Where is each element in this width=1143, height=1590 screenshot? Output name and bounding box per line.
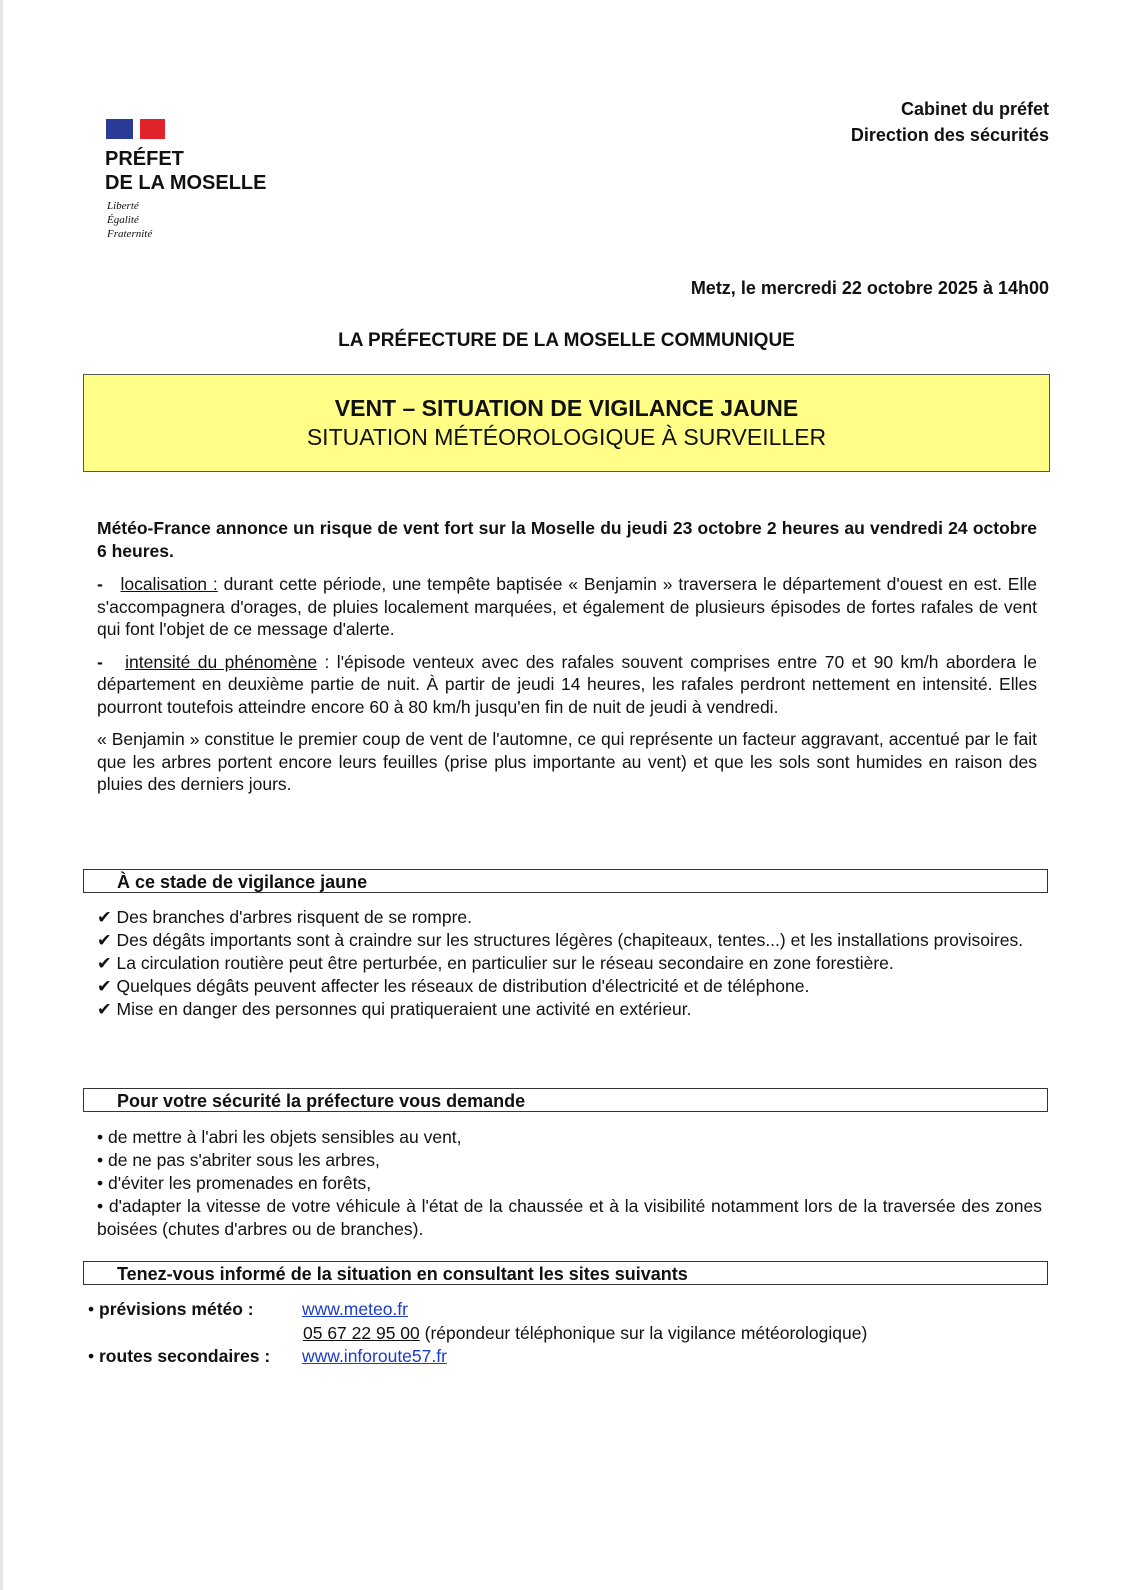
phone-row [88, 1322, 867, 1346]
cabinet: Cabinet du préfet [900, 99, 1049, 119]
list-item-text: Des branches d'arbres risquent de se rompre. [116, 907, 472, 927]
localisation-label: localisation : [120, 574, 218, 594]
logo-line-1: PRÉFET [105, 148, 184, 170]
routes-label: routes secondaires : [99, 1346, 271, 1366]
motto-fraternite: Fraternité [107, 228, 153, 240]
list-item-text: de mettre à l'abri les objets sensibles au vent, [108, 1127, 462, 1147]
list-item: ✔ Mise en danger des personnes qui pratiqueraient une activité en extérieur. [97, 999, 692, 1019]
list-item: ✔ La circulation routière peut être perturbée, en particulier sur le réseau secondaire en zone forestière. [97, 953, 894, 973]
body-text [97, 517, 1037, 806]
sender-block [851, 96, 1049, 148]
list-item: ✔ Des dégâts importants sont à craindre sur les structures légères (chapiteaux, tentes...) et les installations provisoires. [97, 930, 1024, 950]
motto-liberte: Liberté [107, 200, 139, 212]
list-item: • de ne pas s'abriter sous les arbres, [97, 1150, 380, 1170]
direction: Direction des sécurités [850, 125, 1049, 145]
vigilance-heading: À ce stade de vigilance jaune [83, 869, 1048, 893]
meteo-label: prévisions météo : [99, 1299, 254, 1319]
meteo-row: • prévisions météo : www.meteo.fr [88, 1298, 867, 1322]
benjamin-paragraph: « Benjamin » constitue le premier coup de vent de l'automne, ce qui représente un facteur aggravant, accentué par le fait que les arbres portent encore leurs feuilles (prise plus importante au vent) et que les sols sont humides en raison des pluies des derniers jours. [97, 729, 1037, 794]
localisation-paragraph: - localisation : durant cette période, une tempête baptisée « Benjamin » traversera le département d'ouest en est. Elle s'accompagnera d'orages, de pluies localement marquées, et également de plusieurs épisodes de fortes rafales de vent qui font l'objet de ce message d'alerte. [97, 574, 1037, 639]
marianne-flag-logo [106, 119, 165, 139]
intensite-text: : l'épisode venteux avec des rafales souvent comprises entre 70 et 90 km/h abordera le département en deuxième partie de nuit. À partir de jeudi 14 heures, les rafales perdront nettement en intensité. Elles pourront toutefois atteindre encore 60 à 80 km/h jusqu'en fin de nuit de jeudi à vendredi. [97, 651, 1037, 717]
alert-subtitle: SITUATION MÉTÉOROLOGIQUE À SURVEILLER [306, 424, 827, 450]
info-links [88, 1298, 867, 1369]
phone-number: 05 67 22 95 00 [303, 1322, 420, 1343]
list-item-text: d'adapter la vitesse de votre véhicule à l'état de la chaussée et à la visibilité notamment lors de la traversée des zones boisées (chutes d'arbres ou de branches). [97, 1196, 1042, 1239]
routes-link[interactable]: www.inforoute57.fr [302, 1346, 447, 1366]
list-item-text: La circulation routière peut être perturbée, en particulier sur le réseau secondaire en zone forestière. [116, 953, 894, 973]
page-edge [0, 0, 3, 1590]
list-item: • d'adapter la vitesse de votre véhicule à l'état de la chaussée et à la visibilité notamment lors de la traversée des zones boisées (chutes d'arbres ou de branches). [97, 1196, 1042, 1239]
phone-note: (répondeur téléphonique sur la vigilance météorologique) [419, 1322, 868, 1343]
routes-row: • routes secondaires : www.inforoute57.fr [88, 1345, 867, 1369]
vigilance-list [97, 906, 1042, 1021]
date-line: Metz, le mercredi 22 octobre 2025 à 14h00 [690, 278, 1049, 298]
meteo-link[interactable]: www.meteo.fr [302, 1299, 408, 1319]
communique-heading: LA PRÉFECTURE DE LA MOSELLE COMMUNIQUE [338, 330, 795, 351]
securite-heading: Pour votre sécurité la préfecture vous demande [83, 1088, 1048, 1112]
list-item-text: Des dégâts importants sont à craindre sur les structures légères (chapiteaux, tentes...) et les installations provisoires. [116, 930, 1024, 950]
securite-list [97, 1126, 1042, 1241]
info-heading: Tenez-vous informé de la situation en consultant les sites suivants [83, 1261, 1048, 1285]
alert-title: VENT – SITUATION DE VIGILANCE JAUNE [334, 395, 799, 421]
list-item: ✔ Quelques dégâts peuvent affecter les réseaux de distribution d'électricité et de téléphone. [97, 976, 810, 996]
logo-title [105, 147, 266, 195]
list-item-text: Quelques dégâts peuvent affecter les réseaux de distribution d'électricité et de téléphone. [116, 976, 810, 996]
list-item-text: de ne pas s'abriter sous les arbres, [108, 1150, 380, 1170]
list-item-text: Mise en danger des personnes qui pratiqueraient une activité en extérieur. [116, 999, 692, 1019]
list-item: ✔ Des branches d'arbres risquent de se rompre. [97, 907, 472, 927]
logo-line-2: DE LA MOSELLE [105, 172, 267, 194]
list-item-text: d'éviter les promenades en forêts, [108, 1173, 372, 1193]
intensite-label: intensité du phénomène [125, 651, 318, 672]
list-item: • d'éviter les promenades en forêts, [97, 1173, 372, 1193]
list-item: • de mettre à l'abri les objets sensibles au vent, [97, 1127, 462, 1147]
motto-egalite: Égalité [107, 214, 139, 226]
intensite-paragraph: - intensité du phénomène : l'épisode venteux avec des rafales souvent comprises entre 70 et 90 km/h abordera le département en deuxième partie de nuit. À partir de jeudi 14 heures, les rafales perdront nettement en intensité. Elles pourront toutefois atteindre encore 60 à 80 km/h jusqu'en fin de nuit de jeudi à vendredi. [97, 651, 1037, 717]
intro: Météo-France annonce un risque de vent fort sur la Moselle du jeudi 23 octobre 2 heures au vendredi 24 octobre 6 heures. [97, 518, 1037, 561]
motto [107, 199, 152, 241]
alert-banner [83, 374, 1050, 472]
localisation-text: durant cette période, une tempête baptisée « Benjamin » traversera le département d'ouest en est. Elle s'accompagnera d'orages, de pluies localement marquées, et également de plusieurs épisodes de fortes rafales de vent qui font l'objet de ce message d'alerte. [97, 574, 1037, 639]
